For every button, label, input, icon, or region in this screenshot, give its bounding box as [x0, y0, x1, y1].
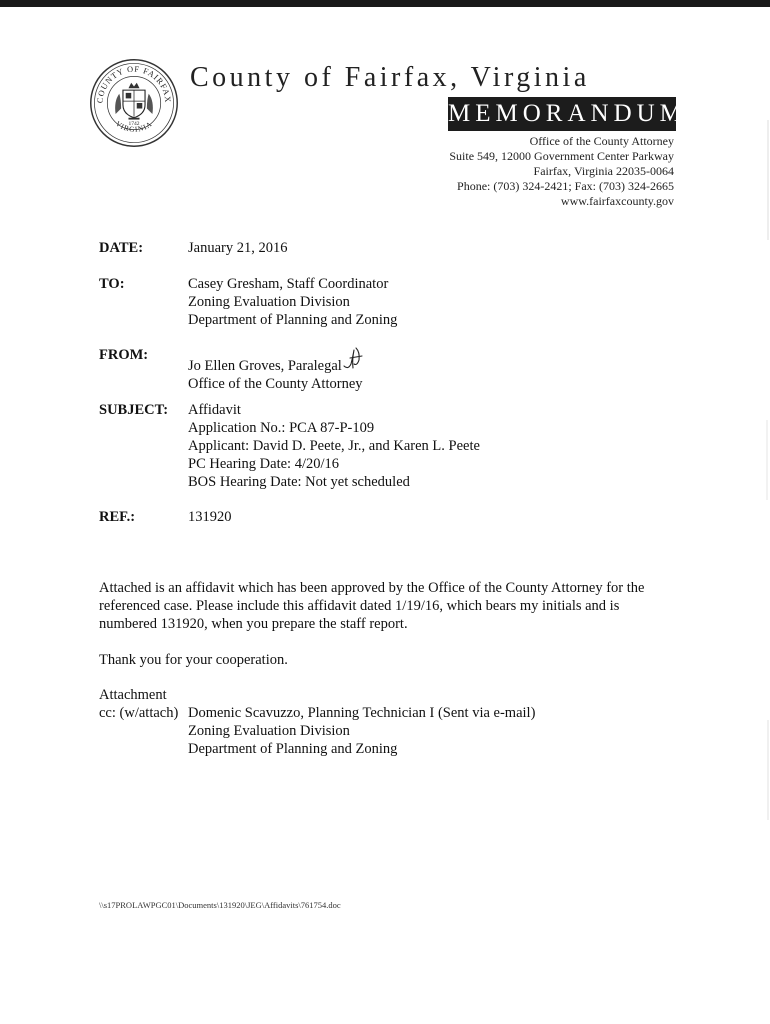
- scan-edge-marks: [764, 120, 770, 1020]
- from-line: [188, 346, 364, 375]
- cc-line: Zoning Evaluation Division: [188, 723, 350, 739]
- from-line: Office of the County Attorney: [188, 376, 363, 392]
- to-line: Zoning Evaluation Division: [188, 294, 350, 310]
- subject-line: PC Hearing Date: 4/20/16: [188, 456, 340, 472]
- from-lines: [188, 346, 364, 393]
- subject-line: Affidavit: [188, 402, 241, 418]
- county-seal-logo: [88, 57, 180, 149]
- to-line: Department of Planning and Zoning: [188, 312, 398, 328]
- ref-value: 131920: [188, 509, 232, 525]
- from-label: FROM:: [99, 347, 149, 363]
- attachment-line: Attachment: [99, 687, 167, 703]
- seal-year: 1742: [128, 121, 140, 128]
- body-paragraph: [99, 579, 679, 633]
- date-label: DATE:: [99, 240, 144, 256]
- body-line: Attached is an affidavit which has been approved by the Office of the County Attorney for the: [99, 580, 645, 596]
- cc-line: Department of Planning and Zoning: [188, 741, 398, 757]
- to-line: Casey Gresham, Staff Coordinator: [188, 276, 389, 292]
- office-website: www.fairfaxcounty.gov: [560, 194, 674, 208]
- office-address-block: [449, 134, 674, 209]
- from-name: Jo Ellen Groves, Paralegal: [188, 358, 342, 374]
- ref-label: REF.:: [99, 509, 136, 525]
- seal-top-text: COUNTY OF FAIRFAX: [95, 64, 173, 104]
- cc-label: cc: (w/attach): [99, 705, 179, 721]
- subject-line: Application No.: PCA 87-P-109: [188, 420, 375, 436]
- body-line: referenced case. Please include this affidavit dated 1/19/16, which bears my initials and is: [99, 598, 620, 614]
- subject-line: BOS Hearing Date: Not yet scheduled: [188, 474, 410, 490]
- date-value: January 21, 2016: [188, 240, 288, 256]
- subject-line: Applicant: David D. Peete, Jr., and Karen L. Peete: [188, 438, 480, 454]
- to-lines: [188, 275, 397, 329]
- body-line: numbered 131920, when you prepare the staff report.: [99, 616, 408, 632]
- county-title: County of Fairfax, Virginia: [190, 62, 590, 93]
- office-name: Office of the County Attorney: [529, 134, 674, 148]
- subject-label: SUBJECT:: [99, 402, 169, 418]
- cc-lines: [188, 704, 535, 758]
- handwritten-initials: [342, 346, 364, 372]
- office-city: Fairfax, Virginia 22035-0064: [533, 164, 674, 178]
- office-suite: Suite 549, 12000 Government Center Parkway: [449, 149, 674, 163]
- seal-bottom-text: VIRGINIA: [113, 119, 155, 134]
- subject-lines: [188, 401, 480, 491]
- scan-top-border: [0, 0, 770, 7]
- memorandum-banner: MEMORANDUM: [448, 97, 676, 131]
- cc-line: Domenic Scavuzzo, Planning Technician I (Sent via e-mail): [188, 705, 536, 721]
- office-phone: Phone: (703) 324-2421; Fax: (703) 324-2665: [457, 179, 674, 193]
- to-label: TO:: [99, 276, 125, 292]
- file-path-footer: \\s17PROLAWPGC01\Documents\131920\JEG\Affidavits\761754.doc: [99, 900, 341, 910]
- thanks-line: Thank you for your cooperation.: [99, 652, 288, 668]
